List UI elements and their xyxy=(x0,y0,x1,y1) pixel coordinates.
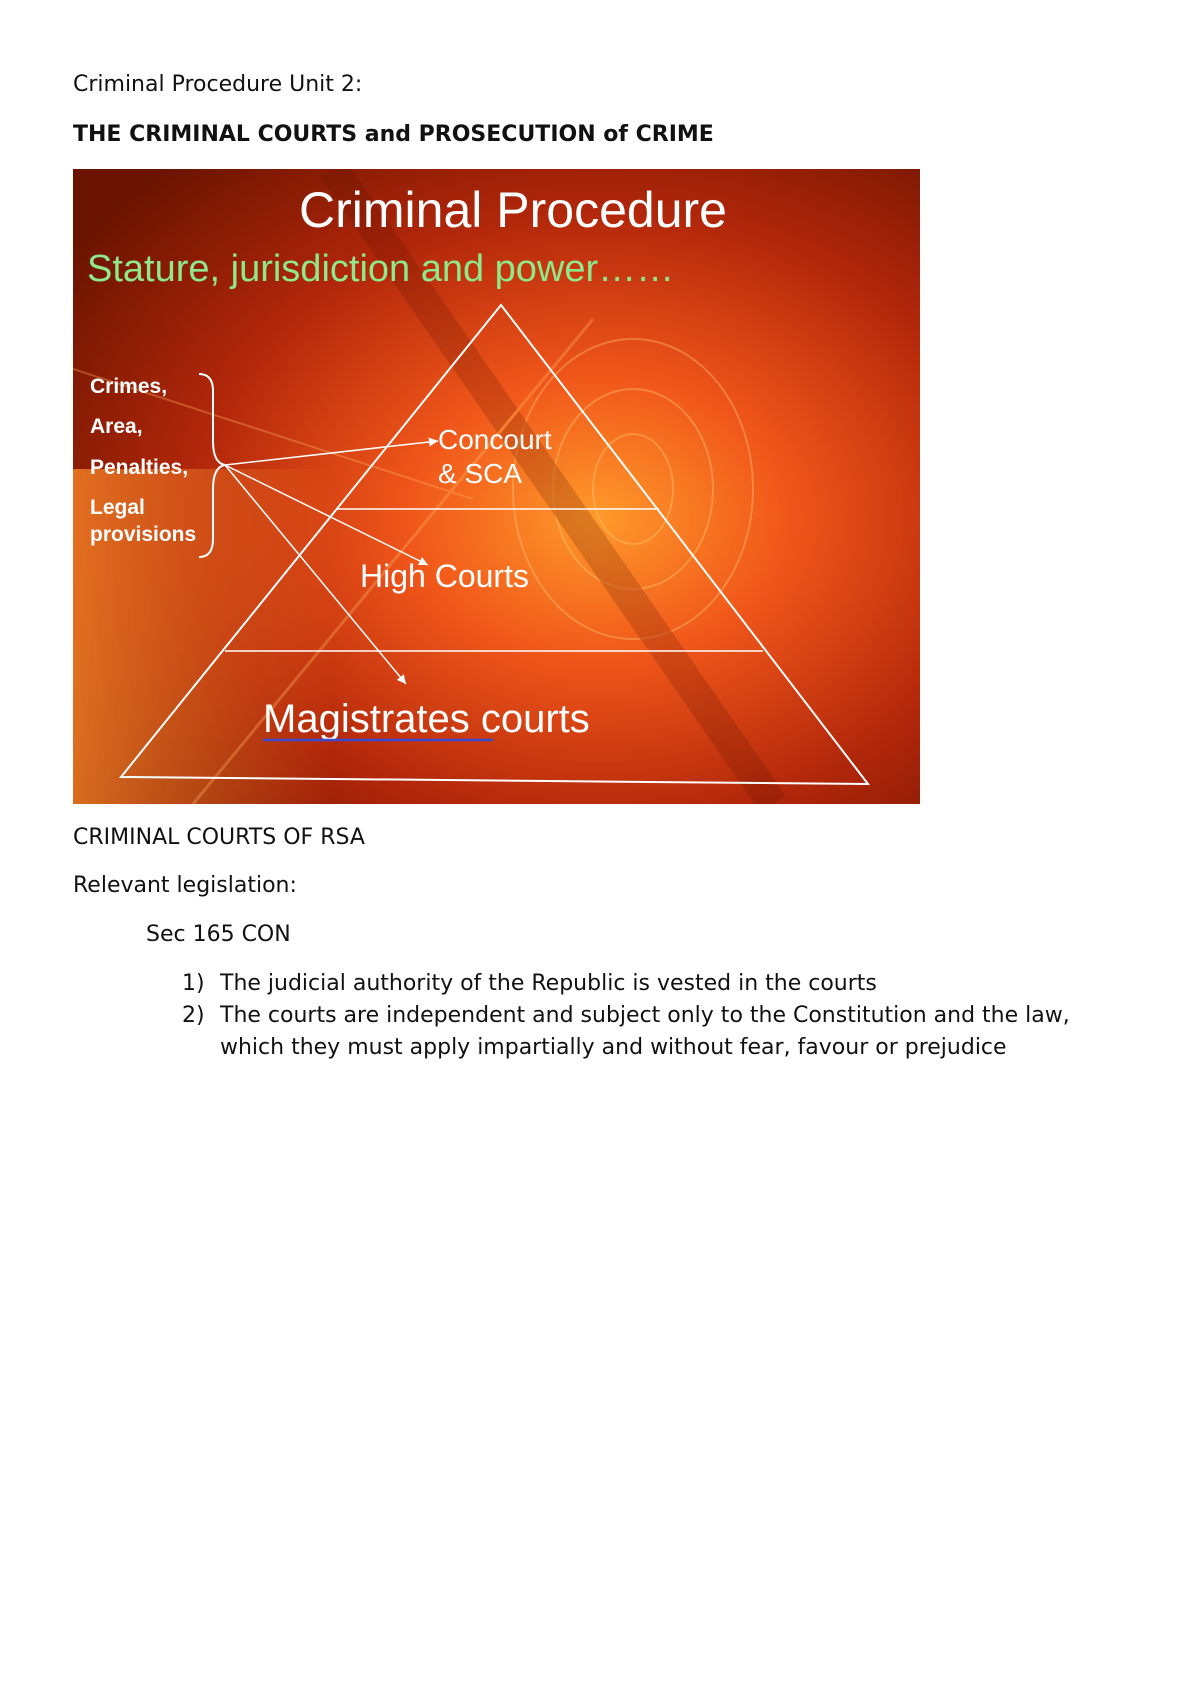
level-magistrates-word: Magistrates xyxy=(263,697,470,741)
factor-crimes: Crimes, xyxy=(90,375,168,398)
clause-item xyxy=(182,1000,1132,1064)
section-reference: Sec 165 CON xyxy=(146,922,291,947)
factor-provisions: provisions xyxy=(90,523,197,546)
unit-heading: Criminal Procedure Unit 2: xyxy=(73,72,363,97)
level-courts-word: courts xyxy=(469,697,590,741)
clause-item xyxy=(182,968,1132,1000)
factor-area: Area, xyxy=(90,415,143,438)
clause-number: 1) xyxy=(182,971,205,996)
clause-list xyxy=(182,968,1132,1064)
slide-image xyxy=(73,169,920,804)
slide-subtitle: Stature, jurisdiction and power…… xyxy=(87,248,675,290)
clause-number: 2) xyxy=(182,1003,205,1028)
level-concourt: Concourt xyxy=(438,424,552,455)
level-high-courts: High Courts xyxy=(360,558,529,594)
slide-title: Criminal Procedure xyxy=(299,182,727,238)
main-title: THE CRIMINAL COURTS and PROSECUTION of CRIME xyxy=(73,122,714,147)
section-heading: CRIMINAL COURTS OF RSA xyxy=(73,825,365,850)
factor-legal: Legal xyxy=(90,496,145,519)
clause-text: The judicial authority of the Republic is vested in the courts xyxy=(220,971,877,996)
legislation-label: Relevant legislation: xyxy=(73,873,297,898)
factor-penalties: Penalties, xyxy=(90,456,189,479)
clause-text: The courts are independent and subject only to the Constitution and the law, which they must apply impartially and without fear, favour or prejudice xyxy=(220,1003,1070,1060)
level-magistrates xyxy=(263,697,590,741)
level-sca: & SCA xyxy=(438,458,523,489)
